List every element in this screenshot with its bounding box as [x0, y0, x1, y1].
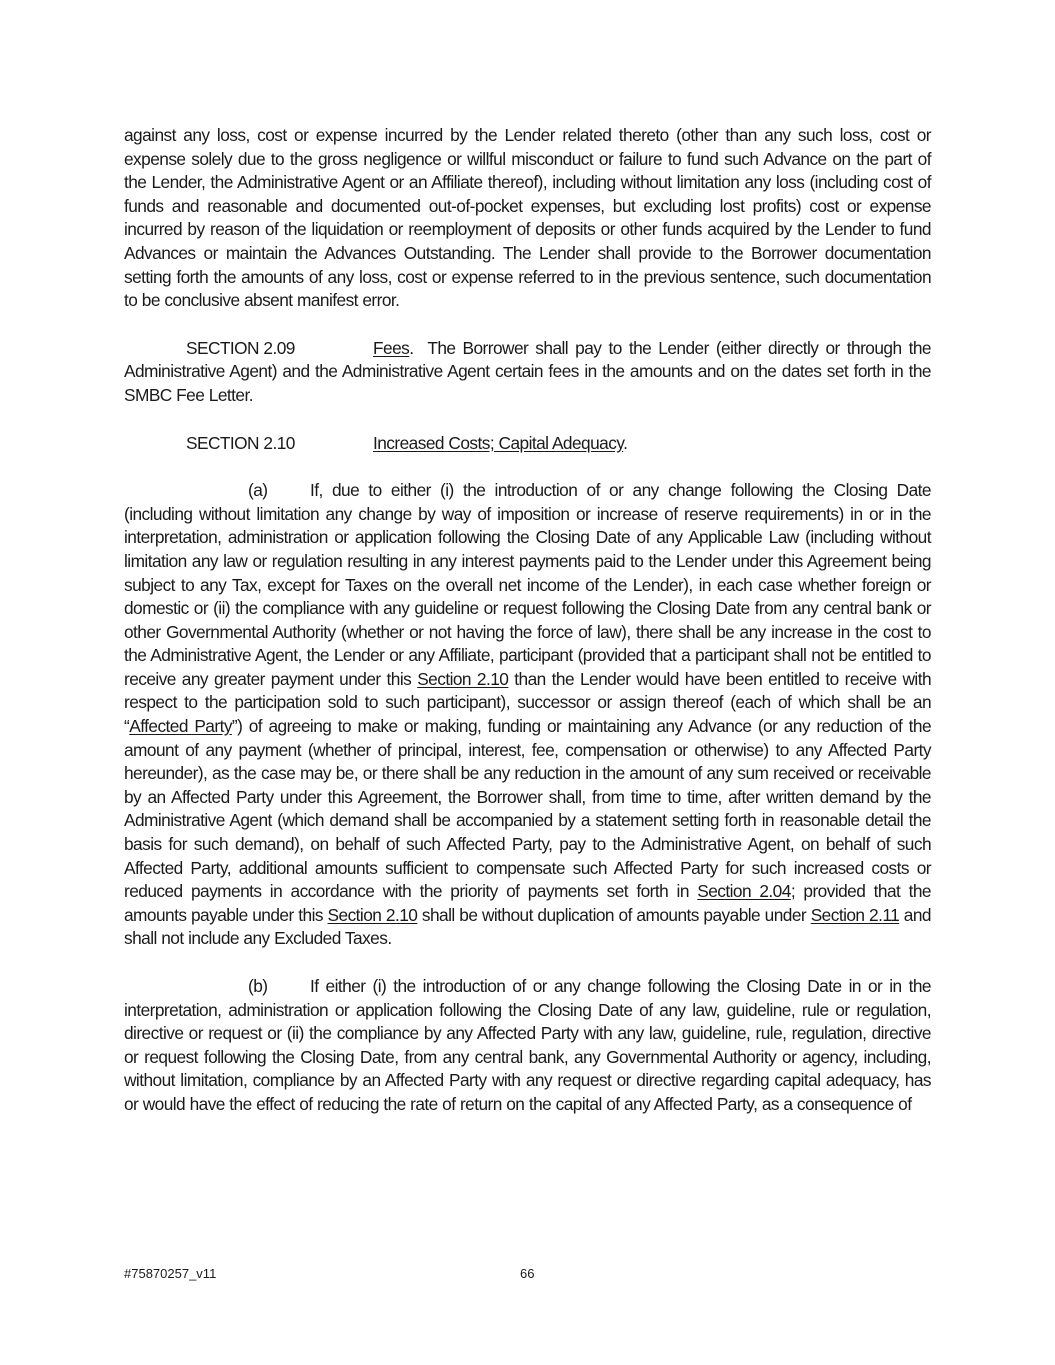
subsection-b-text: If either (i) the introduction of or any change following the Closing Date in or in the interpretation, administration or application following the Closing Date of any law, guideline, rule or regulation, directive or request or (ii) the compliance by any Affected Party with any law, guideline, rule, regulation, directive or request following the Closing Date, from any central bank, any Governmental Authority or agency, including, without limitation, compliance by an Affected Party with any request or directive regarding capital adequacy, has or would have the effect of reducing the rate of return on the capital of any Affected Party, as a consequence of [124, 976, 931, 1114]
subsection-label: (a) [248, 480, 268, 501]
section-2-10-heading-line [124, 432, 931, 456]
subsection-a-text-4: ; provided that the amounts payable under this [124, 881, 931, 925]
cross-reference-section-2-10: Section 2.10 [327, 904, 418, 925]
subsection-label: (b) [248, 976, 268, 996]
subsection-a-paragraph [124, 479, 931, 951]
section-number: SECTION 2.10 [186, 432, 295, 453]
heading-punctuation: . [409, 337, 414, 358]
section-heading-fees: Fees [373, 337, 410, 358]
cross-reference-section-2-04: Section 2.04 [697, 881, 791, 902]
subsection-a-text-6: and shall not include any Excluded Taxes. [124, 904, 931, 949]
heading-punctuation: . [623, 432, 628, 453]
subsection-a-text-5: shall be without duplication of amounts payable under [417, 904, 811, 925]
section-2-09-paragraph [124, 337, 936, 408]
subsection-a-text-2: than the Lender would have been entitled to receive with respect to the participation sold to such participant), successor or assign thereof (each of which shall be an “ [124, 668, 932, 737]
cross-reference-section-2-11: Section 2.11 [810, 904, 900, 925]
paragraph-continuation: against any loss, cost or expense incurred by the Lender related thereto (other than any such loss, cost or expense solely due to the gross negligence or willful misconduct or failure to fund such Advance on the part of the Lender, the Administrative Agent or an Affiliate thereof), including without limitation any loss (including cost of funds and reasonable and documented out-of-pocket expenses, but excluding lost profits) cost or expense incurred by reason of the liquidation or reemployment of deposits or other funds acquired by the Lender to fund Advances or maintain the Advances Outstanding. The Lender shall provide to the Borrower documentation setting forth the amounts of any loss, cost or expense referred to in the previous sentence, such documentation to be conclusive absent manifest error. [124, 125, 931, 311]
document-page [124, 124, 936, 1117]
section-heading-increased-costs: Increased Costs; Capital Adequacy [373, 432, 624, 453]
subsection-a-text-3: ”) of agreeing to make or making, funding or maintaining any Advance (or any reduction of the amount of any payment (whether of principal, interest, fee, compensation or otherwise) to any Affected Party hereunder), as the case may be, or there shall be any reduction in the amount of any sum received or receivable by an Affected Party under this Agreement, the Borrower shall, from time to time, after written demand by the Administrative Agent (which demand shall be accompanied by a statement setting forth in reasonable detail the basis for such demand), on behalf of such Affected Party, pay to the Administrative Agent, on behalf of such Affected Party, additional amounts sufficient to compensate such Affected Party for such increased costs or reduced payments in accordance with the priority of payments set forth in [124, 716, 932, 902]
subsection-b-paragraph [124, 975, 931, 1117]
footer-page-number: 66 [520, 1266, 535, 1281]
subsection-a-text-1: If, due to either (i) the introduction of or any change following the Closing Date (including without limitation any change by way of imposition or increase of reserve requirements) in or in the interpretation, administration or application following the Closing Date of any Applicable Law (including without limitation any law or regulation resulting in any interest payments paid to the Lender under this Agreement being subject to any Tax, except for Taxes on the overall net income of the Lender), in each case whether foreign or domestic or (ii) the compliance with any guideline or request following the Closing Date from any central bank or other Governmental Authority (whether or not having the force of law), there shall be any increase in the cost to the Administrative Agent, the Lender or any Affiliate, participant (provided that a participant shall not be entitled to receive any greater payment under this [124, 480, 931, 689]
cross-reference-section-2-10: Section 2.10 [417, 668, 509, 689]
section-number: SECTION 2.09 [186, 337, 295, 358]
section-2-09-text: The Borrower shall pay to the Lender (either directly or through the Administrative Agent) and the Administrative Agent certain fees in the amounts and on the dates set forth in the SMBC Fee Letter. [124, 337, 936, 405]
defined-term-affected-party: Affected Party [129, 716, 232, 737]
footer-document-id: #75870257_v11 [124, 1266, 217, 1281]
